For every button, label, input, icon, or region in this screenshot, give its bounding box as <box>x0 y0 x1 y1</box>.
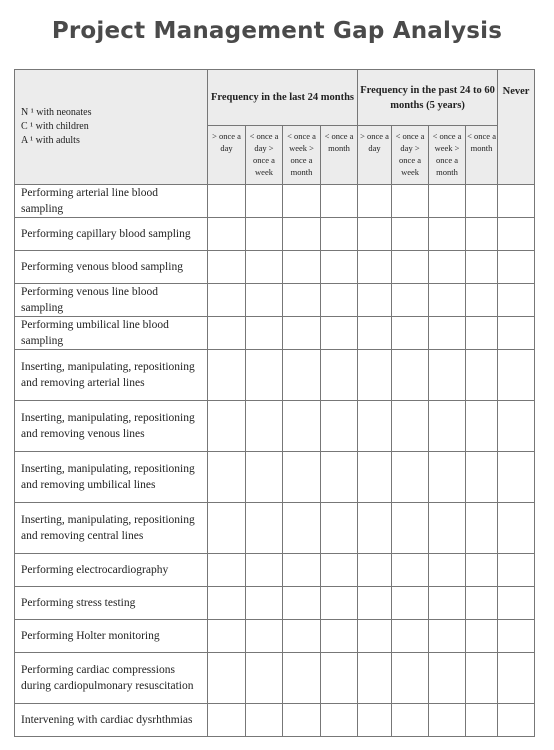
response-cell[interactable] <box>429 284 466 317</box>
response-cell[interactable] <box>498 620 535 653</box>
response-cell[interactable] <box>283 503 321 554</box>
response-cell[interactable] <box>466 704 498 737</box>
row-label: Inserting, manipulating, repositioning and removing venous lines <box>15 401 208 452</box>
freq-header: < once a week > once a month <box>429 126 466 185</box>
response-cell[interactable] <box>498 653 535 704</box>
response-cell[interactable] <box>358 653 392 704</box>
response-cell[interactable] <box>466 503 498 554</box>
row-label: Performing venous blood sampling <box>15 251 208 284</box>
response-cell[interactable] <box>392 350 429 401</box>
response-cell[interactable] <box>246 251 283 284</box>
response-cell[interactable] <box>429 350 466 401</box>
freq-header: < once a day > once a week <box>246 126 283 185</box>
response-cell[interactable] <box>321 350 358 401</box>
response-cell[interactable] <box>358 620 392 653</box>
response-cell[interactable] <box>358 503 392 554</box>
table-row <box>15 185 535 218</box>
response-cell[interactable] <box>358 452 392 503</box>
response-cell[interactable] <box>358 218 392 251</box>
row-label: Inserting, manipulating, repositioning and removing central lines <box>15 503 208 554</box>
response-cell[interactable] <box>246 620 283 653</box>
response-cell[interactable] <box>246 317 283 350</box>
group-header-never: Never <box>498 70 535 185</box>
response-cell[interactable] <box>429 185 466 218</box>
response-cell[interactable] <box>358 704 392 737</box>
response-cell[interactable] <box>498 218 535 251</box>
response-cell[interactable] <box>208 452 246 503</box>
response-cell[interactable] <box>246 350 283 401</box>
response-cell[interactable] <box>358 350 392 401</box>
row-label: Performing arterial line blood sampling <box>15 185 208 218</box>
response-cell[interactable] <box>392 704 429 737</box>
response-cell[interactable] <box>358 401 392 452</box>
response-cell[interactable] <box>283 452 321 503</box>
response-cell[interactable] <box>283 284 321 317</box>
freq-header: < once a day > once a week <box>392 126 429 185</box>
response-cell[interactable] <box>246 284 283 317</box>
response-cell[interactable] <box>208 317 246 350</box>
table-row <box>15 401 535 452</box>
response-cell[interactable] <box>208 503 246 554</box>
response-cell[interactable] <box>283 185 321 218</box>
response-cell[interactable] <box>466 350 498 401</box>
response-cell[interactable] <box>466 317 498 350</box>
legend-cell <box>15 70 208 185</box>
response-cell[interactable] <box>392 401 429 452</box>
response-cell[interactable] <box>498 401 535 452</box>
table-body <box>15 185 535 737</box>
response-cell[interactable] <box>283 704 321 737</box>
response-cell[interactable] <box>208 704 246 737</box>
response-cell[interactable] <box>392 587 429 620</box>
response-cell[interactable] <box>429 554 466 587</box>
response-cell[interactable] <box>498 185 535 218</box>
response-cell[interactable] <box>246 653 283 704</box>
response-cell[interactable] <box>392 452 429 503</box>
legend-adults: A ¹ with adults <box>21 135 80 146</box>
response-cell[interactable] <box>498 350 535 401</box>
gap-analysis-table <box>14 69 535 737</box>
response-cell[interactable] <box>246 218 283 251</box>
response-cell[interactable] <box>283 620 321 653</box>
response-cell[interactable] <box>283 251 321 284</box>
legend-children: C ¹ with children <box>21 121 89 132</box>
table-row <box>15 218 535 251</box>
freq-header: < once a month <box>466 126 498 185</box>
table-row <box>15 350 535 401</box>
response-cell[interactable] <box>321 317 358 350</box>
row-label: Inserting, manipulating, repositioning and removing umbilical lines <box>15 452 208 503</box>
response-cell[interactable] <box>498 503 535 554</box>
response-cell[interactable] <box>466 653 498 704</box>
row-label: Performing capillary blood sampling <box>15 218 208 251</box>
table-row <box>15 452 535 503</box>
freq-header: > once a day <box>208 126 246 185</box>
response-cell[interactable] <box>321 185 358 218</box>
response-cell[interactable] <box>208 587 246 620</box>
response-cell[interactable] <box>208 653 246 704</box>
response-cell[interactable] <box>321 452 358 503</box>
response-cell[interactable] <box>283 401 321 452</box>
page-title: Project Management Gap Analysis <box>51 18 503 44</box>
response-cell[interactable] <box>429 251 466 284</box>
response-cell[interactable] <box>429 620 466 653</box>
response-cell[interactable] <box>283 350 321 401</box>
response-cell[interactable] <box>498 251 535 284</box>
table-row <box>15 653 535 704</box>
response-cell[interactable] <box>498 554 535 587</box>
response-cell[interactable] <box>392 653 429 704</box>
response-cell[interactable] <box>246 554 283 587</box>
table-row <box>15 587 535 620</box>
response-cell[interactable] <box>321 251 358 284</box>
response-cell[interactable] <box>466 554 498 587</box>
response-cell[interactable] <box>466 251 498 284</box>
row-label: Performing Holter monitoring <box>15 620 208 653</box>
response-cell[interactable] <box>392 620 429 653</box>
table-row <box>15 554 535 587</box>
table-row <box>15 284 535 317</box>
row-label: Performing umbilical line blood sampling <box>15 317 208 350</box>
freq-header: < once a week > once a month <box>283 126 321 185</box>
table-row <box>15 251 535 284</box>
response-cell[interactable] <box>283 587 321 620</box>
response-cell[interactable] <box>392 317 429 350</box>
response-cell[interactable] <box>246 185 283 218</box>
response-cell[interactable] <box>208 284 246 317</box>
group-header-last-24-months: Frequency in the last 24 months <box>208 70 358 126</box>
response-cell[interactable] <box>429 704 466 737</box>
response-cell[interactable] <box>246 401 283 452</box>
response-cell[interactable] <box>208 620 246 653</box>
response-cell[interactable] <box>466 620 498 653</box>
response-cell[interactable] <box>392 185 429 218</box>
response-cell[interactable] <box>392 554 429 587</box>
response-cell[interactable] <box>498 452 535 503</box>
response-cell[interactable] <box>429 401 466 452</box>
row-label: Performing venous line blood sampling <box>15 284 208 317</box>
response-cell[interactable] <box>321 587 358 620</box>
response-cell[interactable] <box>246 452 283 503</box>
response-cell[interactable] <box>321 218 358 251</box>
response-cell[interactable] <box>429 653 466 704</box>
row-label: Performing stress testing <box>15 587 208 620</box>
response-cell[interactable] <box>246 704 283 737</box>
response-cell[interactable] <box>246 587 283 620</box>
response-cell[interactable] <box>208 218 246 251</box>
response-cell[interactable] <box>358 185 392 218</box>
response-cell[interactable] <box>392 503 429 554</box>
response-cell[interactable] <box>283 218 321 251</box>
legend-neonates: N ¹ with neonates <box>21 107 92 118</box>
response-cell[interactable] <box>498 284 535 317</box>
response-cell[interactable] <box>498 317 535 350</box>
freq-header: < once a month <box>321 126 358 185</box>
response-cell[interactable] <box>358 554 392 587</box>
response-cell[interactable] <box>392 218 429 251</box>
response-cell[interactable] <box>429 587 466 620</box>
response-cell[interactable] <box>498 587 535 620</box>
response-cell[interactable] <box>321 653 358 704</box>
response-cell[interactable] <box>466 185 498 218</box>
response-cell[interactable] <box>466 218 498 251</box>
response-cell[interactable] <box>466 587 498 620</box>
response-cell[interactable] <box>321 503 358 554</box>
response-cell[interactable] <box>429 503 466 554</box>
response-cell[interactable] <box>392 284 429 317</box>
response-cell[interactable] <box>429 317 466 350</box>
response-cell[interactable] <box>208 185 246 218</box>
response-cell[interactable] <box>321 620 358 653</box>
response-cell[interactable] <box>283 653 321 704</box>
response-cell[interactable] <box>392 251 429 284</box>
row-label: Performing electrocardiography <box>15 554 208 587</box>
response-cell[interactable] <box>321 401 358 452</box>
response-cell[interactable] <box>321 284 358 317</box>
row-label: Performing cardiac compressions during cardiopulmonary resuscitation <box>15 653 208 704</box>
group-header-past-24-to-60-months: Frequency in the past 24 to 60 months (5 years) <box>358 70 498 126</box>
response-cell[interactable] <box>358 251 392 284</box>
response-cell[interactable] <box>208 251 246 284</box>
response-cell[interactable] <box>466 401 498 452</box>
table-row <box>15 317 535 350</box>
response-cell[interactable] <box>208 350 246 401</box>
response-cell[interactable] <box>466 284 498 317</box>
freq-header: > once a day <box>358 126 392 185</box>
response-cell[interactable] <box>208 554 246 587</box>
response-cell[interactable] <box>429 218 466 251</box>
response-cell[interactable] <box>246 503 283 554</box>
response-cell[interactable] <box>358 317 392 350</box>
response-cell[interactable] <box>429 452 466 503</box>
row-label: Intervening with cardiac dysrhthmias <box>15 704 208 737</box>
response-cell[interactable] <box>498 704 535 737</box>
row-label: Inserting, manipulating, repositioning and removing arterial lines <box>15 350 208 401</box>
response-cell[interactable] <box>321 554 358 587</box>
response-cell[interactable] <box>208 401 246 452</box>
table-row <box>15 620 535 653</box>
response-cell[interactable] <box>358 284 392 317</box>
response-cell[interactable] <box>358 587 392 620</box>
response-cell[interactable] <box>466 452 498 503</box>
response-cell[interactable] <box>283 554 321 587</box>
table-row <box>15 503 535 554</box>
response-cell[interactable] <box>283 317 321 350</box>
table-row <box>15 704 535 737</box>
response-cell[interactable] <box>321 704 358 737</box>
